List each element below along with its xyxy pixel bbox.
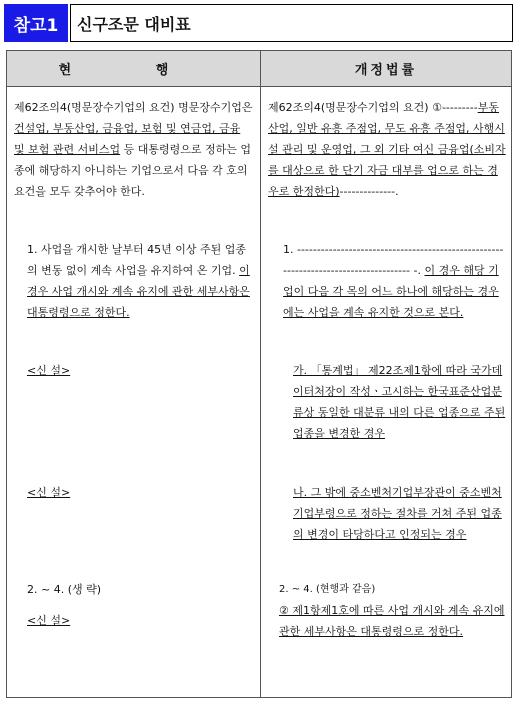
- amended-article-62-4: 제62조의4(명문장수기업의 요건) ①---------부동산업, 일반 유흥 주점업, 무도 유흥 주점업, 사행시설 관리 및 운영업, 그 외 기타 여신 금융업(소비자를 대상으로 한 단기 자금 대부를 업으로 하는 경우로 한정한다)--------------.: [268, 101, 506, 198]
- page-title: 신구조문 대비표: [70, 4, 513, 42]
- current-new-marker-1: <신 설>: [27, 364, 71, 377]
- amended-item-1-na: 나. 그 밖에 중소벤처기업부장관이 중소벤처기업부령으로 정하는 절차를 거쳐 주된 업종의 변경이 타당하다고 인정되는 경우: [293, 486, 502, 541]
- current-new-marker-3: <신 설>: [27, 614, 71, 627]
- amended-item-1-ga: 가. 「통계법」 제22조제1항에 따라 국가데이터처장이 작성ㆍ고시하는 한국표준산업분류상 동일한 대분류 내의 다른 업종으로 주된 업종을 변경한 경우: [293, 364, 506, 440]
- header: [4, 4, 513, 42]
- amended-item-1: 1. ------------------------------------------------------------------------------------ -. 이 경우 해당 기업이 다음 각 목의 어느 하나에 해당하는 경우에는 사업을 계속 유지한 것으로 본다.: [283, 243, 504, 319]
- comparison-table: [6, 50, 512, 698]
- column-divider: [260, 51, 261, 697]
- reference-badge: 참고1: [4, 4, 68, 42]
- column-header-amended: 개정법률: [261, 51, 511, 87]
- current-items-2-4: 2. ~ 4. (생 략): [27, 583, 102, 596]
- column-header-current: 현 행: [7, 51, 260, 87]
- current-item-1: 1. 사업을 개시한 날부터 45년 이상 주된 업종의 변동 없이 계속 사업을 유지하여 온 기업. 이 경우 사업 개시와 계속 유지에 관한 세부사항은 대통령령으로 정한다.: [27, 243, 250, 319]
- current-new-marker-2: <신 설>: [27, 486, 71, 499]
- amended-items-2-4: 2. ~ 4. (현행과 같음): [279, 584, 376, 595]
- amended-paragraph-2: ② 제1항제1호에 따른 사업 개시와 계속 유지에 관한 세부사항은 대통령령으로 정한다.: [279, 604, 505, 638]
- current-article-62-4: 제62조의4(명문장수기업의 요건) 명문장수기업은 건설업, 부동산업, 금융업, 보험 및 연금업, 금융 및 보험 관련 서비스업 등 대통령령으로 정하는 업종에 해당하지 아니하는 기업으로서 다음 각 호의 요건을 모두 갖추어야 한다.: [14, 101, 253, 198]
